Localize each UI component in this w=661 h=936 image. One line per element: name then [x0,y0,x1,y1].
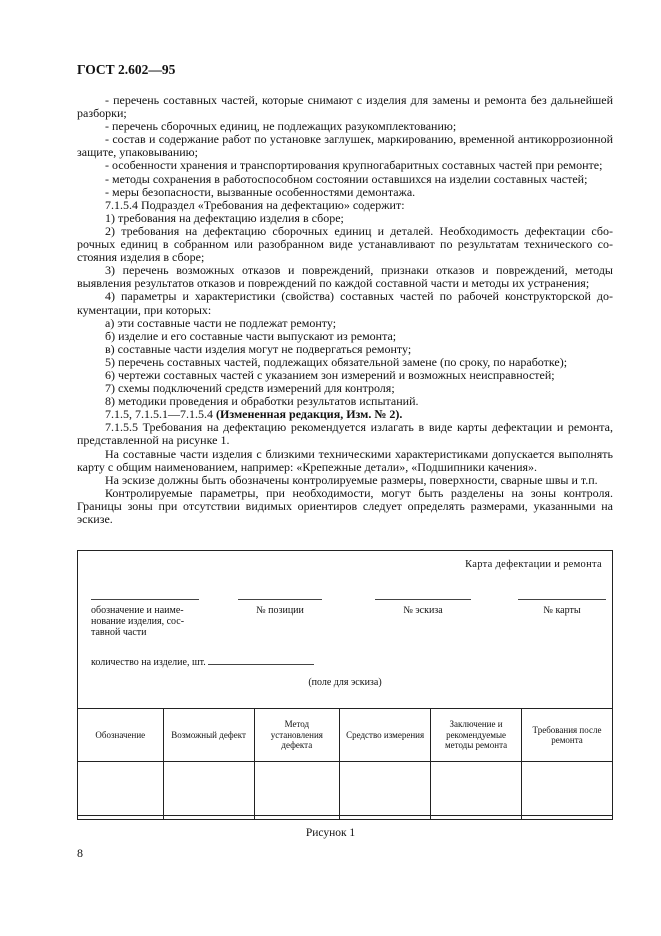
column-header: Требования после ремонта [522,709,613,762]
paragraph: - перечень составных частей, которые снимают с изделия для замены и ремонта без дальнейшей разборки; [77,93,613,121]
document-header: ГОСТ 2.602—95 [77,62,176,77]
column-header: Заключение и рекомендуемые методы ремонта [431,709,522,762]
column-header: Метод установления дефекта [254,709,340,762]
table-cell [254,762,340,820]
field-card-number [518,599,606,616]
paragraph: 3) перечень возможных отказов и повреждений, признаки отказов и повреждений, методы выявления результатов отказов и повреждений по каждой составной части и методы их устранения; [77,263,613,291]
sketch-field-label: (поле для эскиза) [308,677,382,688]
paragraph: Контролируемые параметры, при необходимости, могут быть разделены на зоны контроля. Границы зоны при отсутствии видимых ориентиров следует определять размерами, указанными на эскизе. [77,485,613,526]
paragraph: в) составные части изделия могут не подвергаться ремонту; [105,341,412,356]
body-text [77,94,613,526]
quantity-label: количество на изделие, шт. [91,657,206,668]
table-cell [340,762,431,820]
page-number: 8 [77,846,83,860]
paragraph: 5) перечень составных частей, подлежащих обязательной замене (по сроку, по наработке); [105,354,568,369]
amendment-ref: 7.1.5, 7.1.5.1—7.1.5.4 [105,407,216,422]
field-label: № позиции [256,605,304,616]
field-position [238,599,322,616]
paragraph: - особенности хранения и транспортирования крупногабаритных составных частей при ремонте; [105,158,603,173]
paragraph: На эскизе должны быть обозначены контролируемые размеры, поверхности, сварные швы и т.п. [105,472,598,487]
figure-caption: Рисунок 1 [305,827,356,839]
paragraph: 7) схемы подключений средств измерений для контроля; [105,381,395,396]
field-label: № карты [543,605,581,616]
quantity-line [208,655,314,665]
paragraph: - методы сохранения в работоспособном состоянии оставшихся на изделии составных частей; [105,171,588,186]
column-header: Обозначение [78,709,164,762]
quantity-row [91,655,314,668]
paragraph: 6) чертежи составных частей с указанием зон измерений и возможных неисправностей; [105,367,555,382]
paragraph: 2) требования на дефектацию сборочных единиц и деталей. Необходимость дефектации сборочных единиц в собранном или разобранном виде устанавливают по результатам технического состояния изделия в сборе; [77,223,613,265]
paragraph: а) эти составные части не подлежат ремонту; [105,315,337,330]
table-row [78,762,613,820]
paragraph: - состав и содержание работ по установке заглушек, маркированию, временной антикоррозионной защите, упаковыванию; [77,132,613,160]
amendment-label: (Измененная редакция, Изм. № 2). [216,407,403,422]
table-header-row [78,709,613,762]
table-cell [431,762,522,820]
column-header: Средство измерения [340,709,431,762]
paragraph: б) изделие и его составные части выпускают из ремонта; [105,328,397,343]
field-sketch-number [375,599,471,616]
paragraph: 7.1.5.5 Требования на дефектацию рекомендуется излагать в виде карты дефектации и ремонта, представленной на рисунке 1. [77,420,613,448]
paragraph: 1) требования на дефектацию изделия в сборе; [105,210,344,225]
paragraph: - меры безопасности, вызванные особенностями демонтажа. [105,184,416,199]
paragraph: 8) методики проведения и обработки результатов испытаний. [105,394,419,409]
column-header: Возможный дефект [163,709,254,762]
table-cell [522,762,613,820]
defects-table [77,708,613,820]
card-title: Карта дефектации и ремонта [465,559,602,570]
field-label: обозначение и наименование изделия, составной части [91,605,185,638]
field-label: № эскиза [403,605,443,616]
paragraph: На составные части изделия с близкими техническими характеристиками допускается выполнять карту с общим наименованием, например: «Крепежные детали», «Подшипники качения». [77,446,613,474]
table-cell [163,762,254,820]
paragraph: - перечень сборочных единиц, не подлежащих разукомплектованию; [105,119,457,134]
paragraph: 7.1.5.4 Подраздел «Требования на дефектацию» содержит: [105,197,405,212]
table-cell [78,762,164,820]
defect-repair-card [77,550,613,816]
paragraph: 4) параметры и характеристики (свойства) составных частей по рабочей конструкторской документации, при которых: [77,289,613,317]
field-designation [91,599,199,638]
